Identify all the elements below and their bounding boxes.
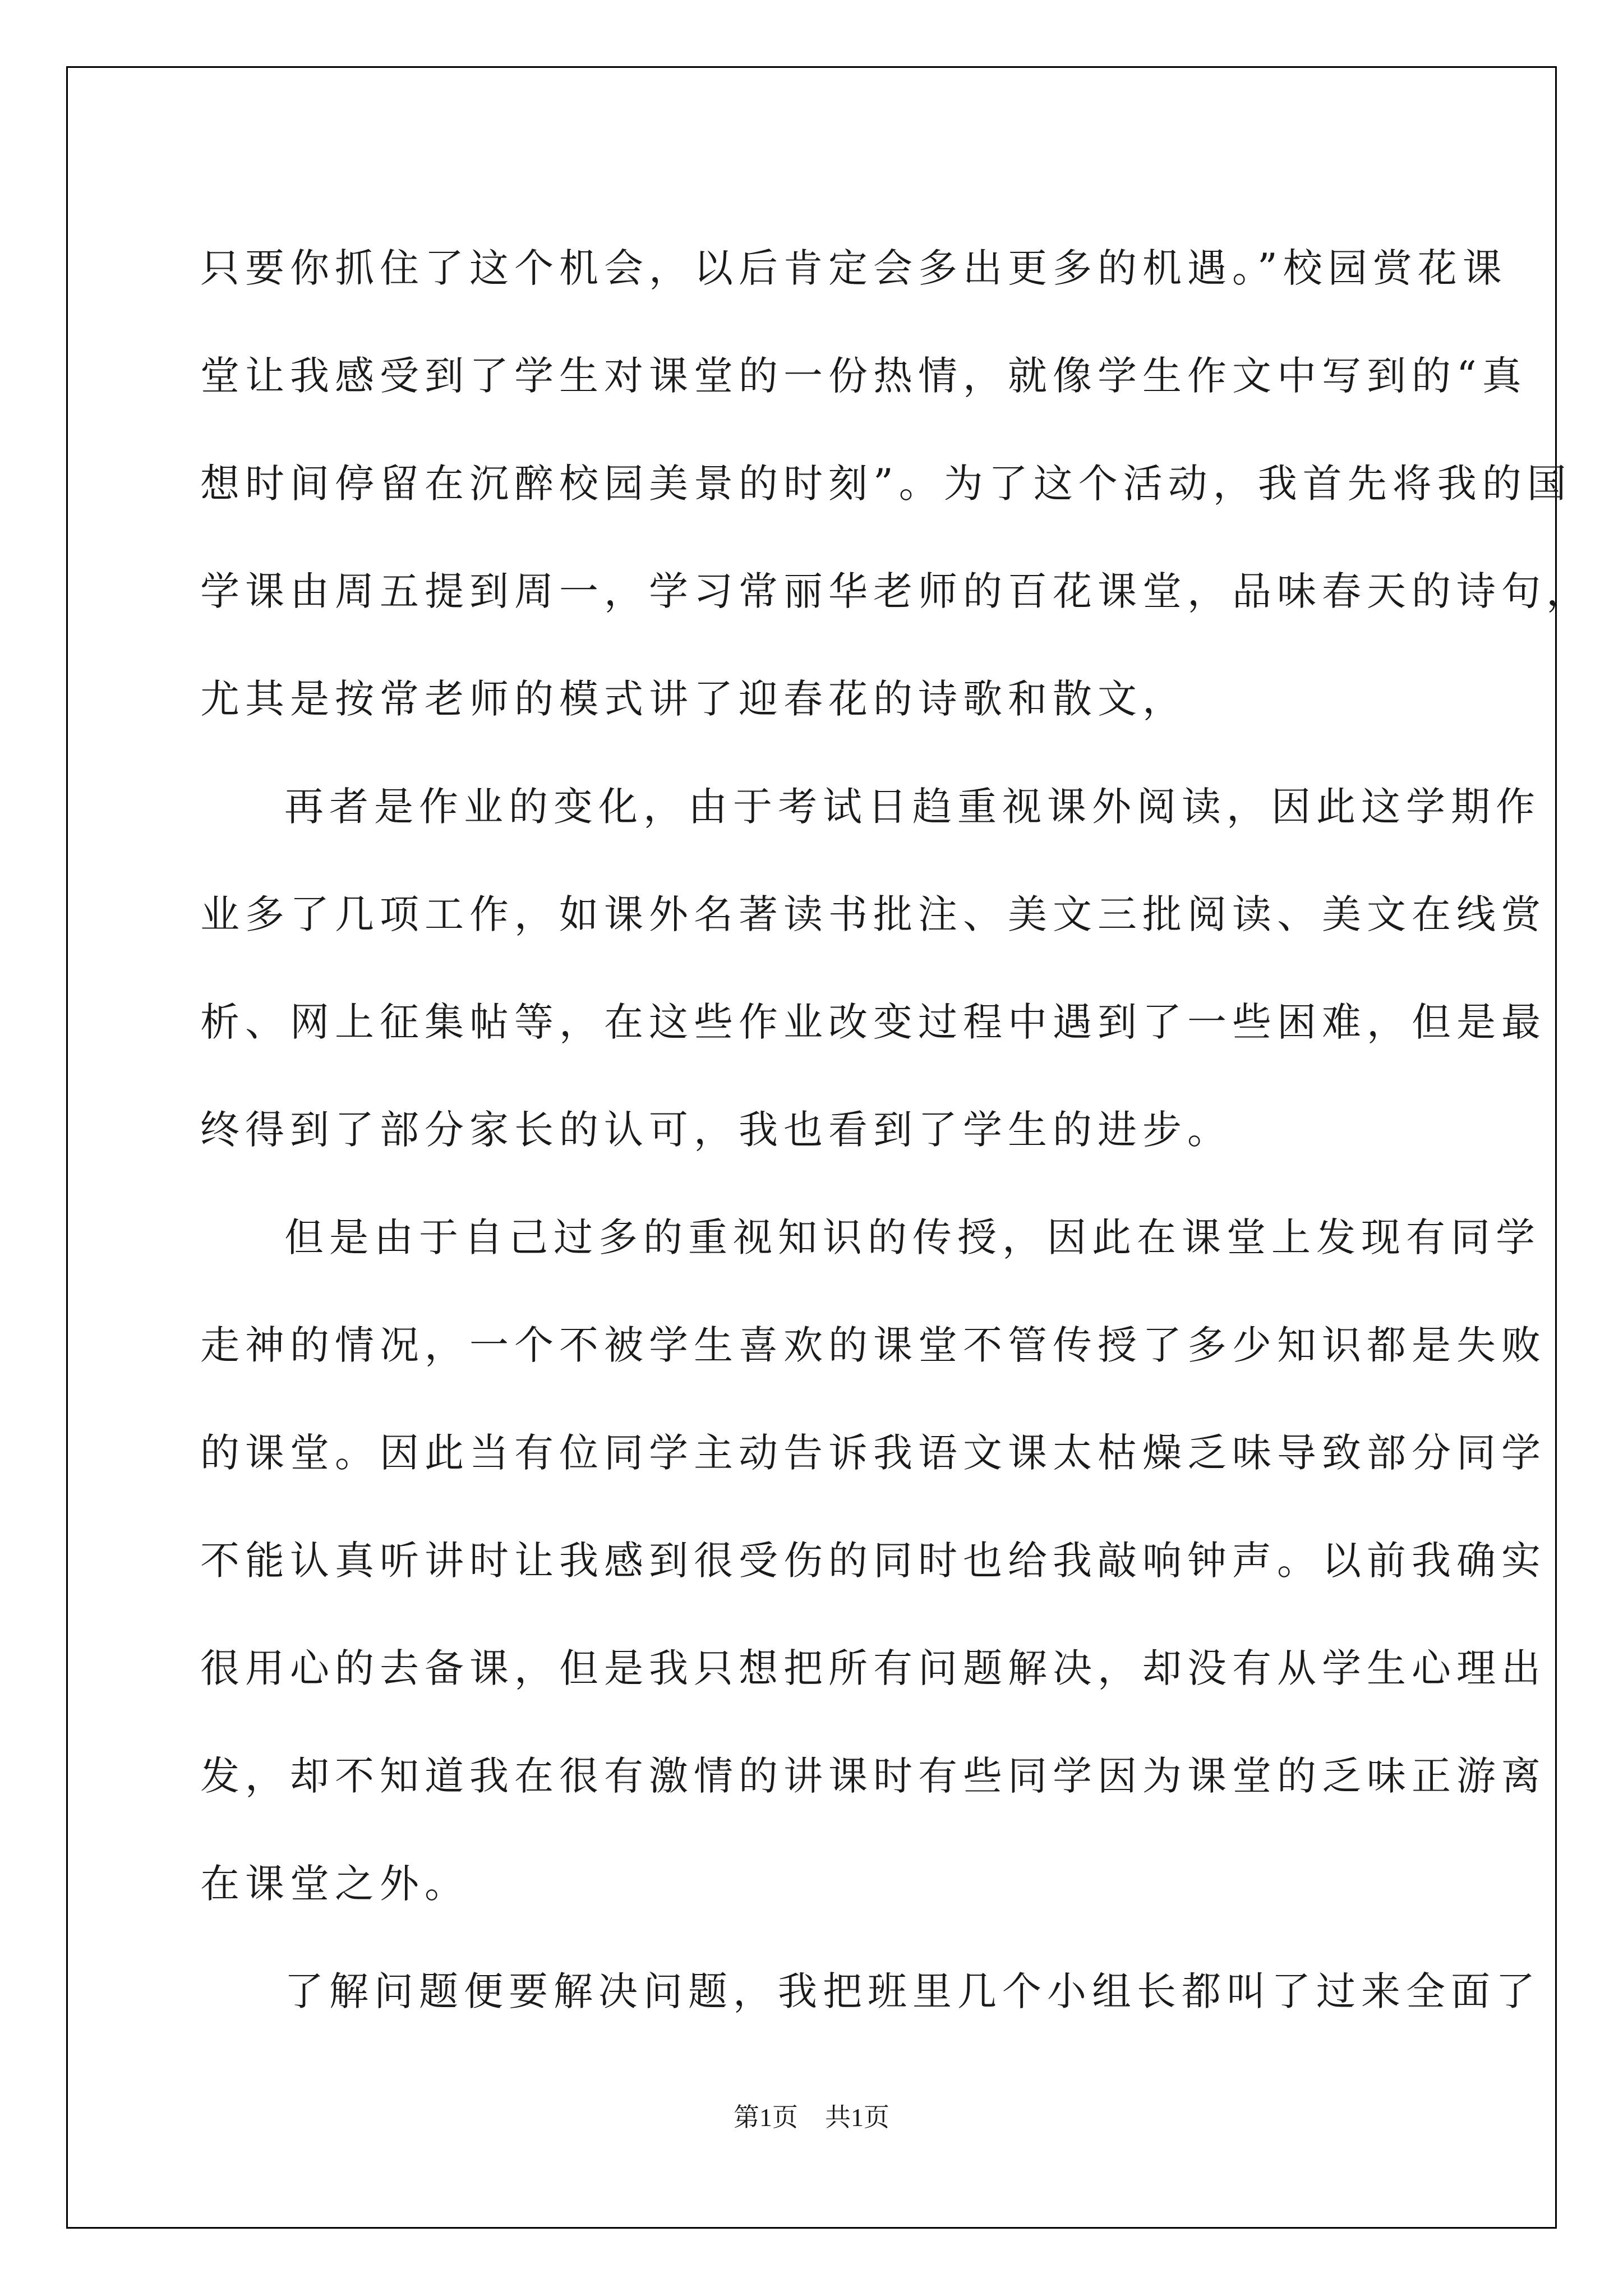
text-line: 业多了几项工作，如课外名著读书批注、美文三批阅读、美文在线赏 — [200, 891, 1546, 937]
text-line: 学课由周五提到周一，学习常丽华老师的百花课堂，品味春天的诗句， — [200, 568, 1591, 614]
text-line: 很用心的去备课，但是我只想把所有问题解决，却没有从学生心理出 — [200, 1645, 1546, 1691]
document-body — [200, 214, 1591, 2045]
text-line: 的课堂。因此当有位同学主动告诉我语文课太枯燥乏味导致部分同学 — [200, 1430, 1546, 1476]
text-line: 析、网上征集帖等，在这些作业改变过程中遇到了一些困难，但是最 — [200, 999, 1546, 1045]
text-line: 终得到了部分家长的认可，我也看到了学生的进步。 — [200, 1107, 1232, 1153]
page-total: 共1页 — [825, 2103, 889, 2132]
paragraph-start-line: 再者是作业的变化，由于考试日趋重视课外阅读，因此这学期作 — [284, 784, 1541, 830]
page-footer — [0, 2101, 1623, 2134]
page-number: 第1页 — [734, 2103, 798, 2132]
paragraph-start-line: 了解问题便要解决问题，我把班里几个小组长都叫了过来全面了 — [284, 1968, 1541, 2014]
text-line: 堂让我感受到了学生对课堂的一份热情，就像学生作文中写到的“真 — [200, 353, 1527, 399]
text-line: 不能认真听讲时让我感到很受伤的同时也给我敲响钟声。以前我确实 — [200, 1538, 1546, 1584]
text-line: 尤其是按常老师的模式讲了迎春花的诗歌和散文， — [200, 676, 1187, 722]
text-line: 在课堂之外。 — [200, 1861, 469, 1907]
text-line: 只要你抓住了这个机会，以后肯定会多出更多的机遇。”校园赏花课 — [200, 245, 1507, 291]
text-line: 想时间停留在沉醉校园美景的时刻”。为了这个活动，我首先将我的国 — [200, 461, 1572, 507]
text-line: 发，却不知道我在很有激情的讲课时有些同学因为课堂的乏味正游离 — [200, 1753, 1546, 1799]
text-line: 走神的情况，一个不被学生喜欢的课堂不管传授了多少知识都是失败 — [200, 1322, 1546, 1368]
paragraph-start-line: 但是由于自己过多的重视知识的传授，因此在课堂上发现有同学 — [284, 1214, 1541, 1260]
